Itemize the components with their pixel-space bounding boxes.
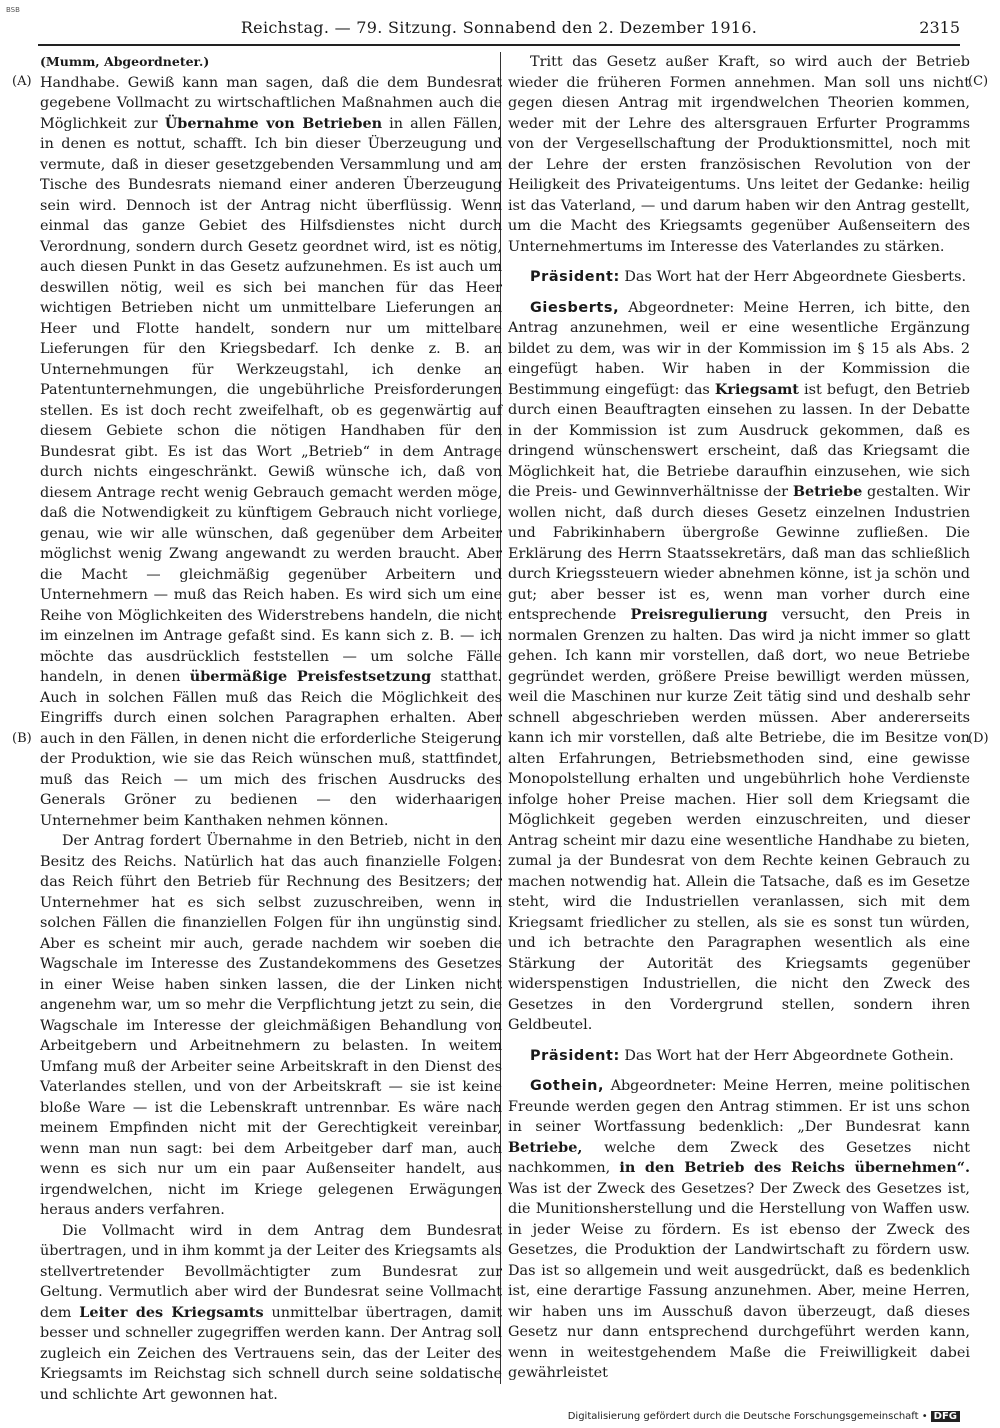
left-column xyxy=(40,52,502,1405)
speaker-continuation-label: (Mumm, Abgeordneter.) xyxy=(40,54,210,69)
margin-mark-c: (C) xyxy=(968,74,989,89)
emphasis: Preisregulierung xyxy=(630,606,768,623)
paragraph: Der Antrag fordert Übernahme in den Betrieb, nicht in den Besitz des Reichs. Natürlich hat das auch finanzielle Folgen: das Reich führt den Betrieb für Rechnung des Besitzers; der Unternehmer hat es sich selbst zuzuschreiben, wenn in solchen Fällen die finanziellen Folgen für ihn ungünstig sind. Aber es scheint mir auch, gerade nachdem wir soeben die Wagschale im Interesse des Zustandekommens des Gesetzes in einer Weise haben sinken lassen, die der Linken nicht angenehm war, um so mehr die Verpflichtung jetzt zu sein, die Wagschale im Interesse der gleichmäßigen Behandlung von Arbeitgebern und Arbeitnehmern zu belasten. In weitem Umfang muß der Arbeiter seine Arbeitskraft in den Dienst des Vaterlandes stellen, und von der Arbeitskraft — sie ist keine bloße Ware — ist die Lebenskraft untrennbar. Es wäre nach meinem Empfinden nicht mit der Gerechtigkeit vereinbar, wenn man nun sagt: bei dem Arbeitgeber darf man, auch wenn es sich nur um ein paar Außenseiter handelt, aus irgendwelchen, nicht im Kriege gelegenen Erwägungen heraus anders verfahren. xyxy=(40,833,502,1218)
paragraph: Handhabe. Gewiß kann man sagen, daß die dem Bundesrat gegebene Vollmacht zu wirtschaftlichen Maßnahmen auch die Möglichkeit zur Übernahme von Betrieben in allen Fällen, in denen es nottut, schafft. Ich bin dieser Überzeugung und vermute, daß in dieser gesetzgebenden Versammlung und am Tische des Bundesrats niemand einer anderen Überzeugung sein wird. Dennoch ist der Antrag nicht überflüssig. Wenn einmal das ganze Gebiet des Hilfsdienstes nicht durch Verordnung, sondern durch Gesetz geordnet wird, ist es nötig, auch diesen Punkt in das Gesetz aufzunehmen. Es ist auch um deswillen nötig, weil es sich bei manchen für das Heer wichtigen Betrieben nicht um unmittelbare Lieferungen an Heer und Flotte handelt, sondern nur um mittelbare Lieferungen für den Kriegsbedarf. Ich denke z. B. an Unternehmungen für Werkzeugstahl, ich denke an Patentunternehmungen, die ungebührliche Preisforderungen stellen. Es ist doch recht zweifelhaft, ob es gegenwärtig auf diesem Gebiete schon die nötigen Handhaben für den Bundesrat gibt. Es ist das Wort „Betrieb“ in dem Antrage durch nichts eingeschränkt. Gewiß wünsche ich, daß von diesem Antrage recht wenig Gebrauch gemacht werden möge, daß die Notwendigkeit zu künftigem Gebrauch nicht vorliege, genau, wie wir alle wünschen, daß gegenüber dem Arbeiter möglichst wenig Zwang angewandt zu werden braucht. Aber die Macht — gleichmäßig gegenüber Arbeitern und Unternehmern — muß das Reich haben. Es wird sich um eine Reihe von Möglichkeiten des Widerstrebens handeln, die nicht im einzelnen im Antrage gefaßt sind. Es kann sich z. B. — ich möchte das ausdrücklich feststellen — um solche Fälle handeln, in denen übermäßige Preisfestsetzung statthat. Auch in solchen Fällen muß das Reich die Möglichkeit des Eingriffs durch einen solchen Paragraphen erhalten. Aber auch in den Fällen, in denen nicht die erforderliche Steigerung der Produktion, wie sie das Reich wünschen muß, stattfindet, muß das Reich — um mich des frischen Ausdrucks des Generals Gröner zu bedienen — den widerhaarigen Unternehmer beim Kanthaken nehmen können. xyxy=(40,74,502,829)
paragraph: Die Vollmacht wird in dem Antrag dem Bundesrat übertragen, und in ihm kommt ja der Leiter des Kriegsamts als stellvertretender Bevollmächtigter zum Bundesrat zur Geltung. Vermutlich aber wird der Bundesrat seine Vollmacht dem Leiter des Kriegsamts unmittelbar übertragen, damit besser und schneller zugegriffen werden kann. Der Antrag soll zugleich ein Zeichen des Vertrauens sein, das der Leiter des Kriegsamts im Reichstag sich schnell durch seine soldatische und schlichte Art gewonnen hat. xyxy=(40,1222,503,1403)
margin-mark-a: (A) xyxy=(12,74,32,89)
emphasis: Leiter des Kriegsamts xyxy=(79,1303,264,1321)
dfg-logo: DFG xyxy=(931,1411,960,1422)
digitization-footer xyxy=(568,1411,960,1422)
emphasis: übermäßige Preisfestsetzung xyxy=(189,668,432,685)
bsb-watermark: BSB xyxy=(6,6,20,14)
header-rule xyxy=(38,44,960,46)
president-statement: Präsident: Das Wort hat der Herr Abgeordnete Giesberts. xyxy=(530,269,967,285)
speaker-name: Präsident: xyxy=(530,1047,620,1064)
right-column xyxy=(508,52,970,1384)
margin-mark-b: (B) xyxy=(12,731,32,746)
running-title: Reichstag. — 79. Sitzung. Sonnabend den 2. Dezember 1916. xyxy=(240,18,758,37)
speaker-name: Präsident: xyxy=(530,269,620,285)
president-statement: Präsident: Das Wort hat der Herr Abgeordnete Gothein. xyxy=(530,1047,954,1064)
emphasis: Betriebe xyxy=(792,483,863,500)
emphasis: Betriebe, xyxy=(508,1138,583,1156)
page-number: 2315 xyxy=(919,18,960,37)
footer-text: Digitalisierung gefördert durch die Deutsche Forschungsgemeinschaft • xyxy=(567,1411,928,1422)
speaker-name: Giesberts, xyxy=(530,299,620,316)
speaker-name: Gothein, xyxy=(530,1078,605,1094)
page-header xyxy=(38,18,960,46)
gothein-speech: Gothein, Abgeordneter: Meine Herren, meine politischen Freunde werden gegen den Antrag stimmen. Er ist uns schon in seiner Wortfassung bedenklich: „Der Bundesrat kann Betriebe, welche dem Zweck des Gesetzes nicht nachkommen, in den Betrieb des Reichs übernehmen“. Was ist der Zweck des Gesetzes? Der Zweck des Gesetzes ist, die Munitionsherstellung und die Herstellung von Waffen usw. in jeder Weise zu fördern. Es ist ebenso der Zweck des Gesetzes, die Produktion der Landwirtschaft zu fördern usw. Das ist so allgemein und weit ausgedrückt, daß es bedenklich ist, eine derartige Fassung anzunehmen. Aber, meine Herren, wir haben uns im Ausschuß davon überzeugt, daß dieses Gesetz nur dann entsprechend durchgeführt werden kann, wenn in weitestgehendem Maße die Freiwilligkeit dabei gewährleistet xyxy=(508,1078,970,1381)
emphasis: Übernahme von Betrieben xyxy=(164,114,383,132)
paragraph: Tritt das Gesetz außer Kraft, so wird auch der Betrieb wieder die früheren Formen annehmen. Man soll uns nicht gegen diesen Antrag mit irgendwelchen Theorien kommen, weder mit der Lehre des altersgrauen Erfurter Programms von der Vergesellschaftung der Produktionsmittel, noch mit der Lehre der ersten französischen Revolution von der Heiligkeit des Privateigentums. Uns leitet der Gedanke: heilig ist das Vaterland, — und darum haben wir den Antrag gestellt, um die Macht des Kriegsamts gegenüber Außenseitern des Unternehmertums im Interesse des Vaterlandes zu stärken. xyxy=(508,54,970,255)
margin-mark-d: (D) xyxy=(968,731,989,746)
emphasis: in den Betrieb des Reichs übernehmen“. xyxy=(619,1159,970,1176)
emphasis: Kriegsamt xyxy=(714,380,799,398)
giesberts-speech: Giesberts, Abgeordneter: Meine Herren, ich bitte, den Antrag anzunehmen, weil er eine wesentliche Ergänzung bildet zu dem, was wir in der Kommission im § 15 als Abs. 2 eingefügt haben. Wir haben in der Kommission die Bestimmung eingefügt: das Kriegsamt ist befugt, den Betrieb durch einen Beauftragten einsehen zu lassen. In der Debatte in der Kommission ist zum Ausdruck gekommen, daß es dringend wünschenswert erscheint, daß das Kriegsamt die Möglichkeit hat, die Betriebe daraufhin einzusehen, wie sich die Preis- und Gewinnverhältnisse der Betriebe gestalten. Wir wollen nicht, daß durch dieses Gesetz einzelnen Industrien und Fabrikinhabern übergroße Gewinne zufließen. Die Erklärung des Herrn Staatssekretärs, daß man das schließlich durch Kriegssteuern wieder abnehmen könne, ist ja schön und gut; aber besser ist es, wenn man vorher durch eine entsprechende Preisregulierung versucht, den Preis in normalen Grenzen zu halten. Das wird ja nicht immer so glatt gehen. Ich kann mir vorstellen, daß dort, wo neue Betriebe gegründet werden, größere Preise bewilligt werden müssen, weil die Maschinen nur kurze Zeit tätig sind und deshalb sehr schnell abgeschrieben werden müssen. Aber andererseits kann ich mir vorstellen, daß alte Betriebe, die im Besitze von alten Erfahrungen, Betriebsmethoden sind, eine gewisse Monopolstellung erhalten und ungebührlich hohe Verdienste infolge hoher Preise machen. Hier soll dem Kriegsamt die Möglichkeit gegeben werden einzuschreiten, und dieser Antrag scheint mir dazu eine wesentliche Handhabe zu bieten, zumal ja der Bundesrat von dem Rechte keinen Gebrauch zu machen notwendig hat. Allein die Tatsache, daß es im Gesetze steht, wird die Industriellen veranlassen, sich mit dem Kriegsamt friedlicher zu stellen, als sie es sonst tun würden, und ich betrachte den Paragraphen wesentlich als eine Stärkung der Autorität des Kriegsamts gegenüber widerspenstigen Industriellen, die nicht den Zweck des Gesetzes in den Vordergrund stellen, sondern ihren Geldbeutel. xyxy=(508,299,971,1033)
